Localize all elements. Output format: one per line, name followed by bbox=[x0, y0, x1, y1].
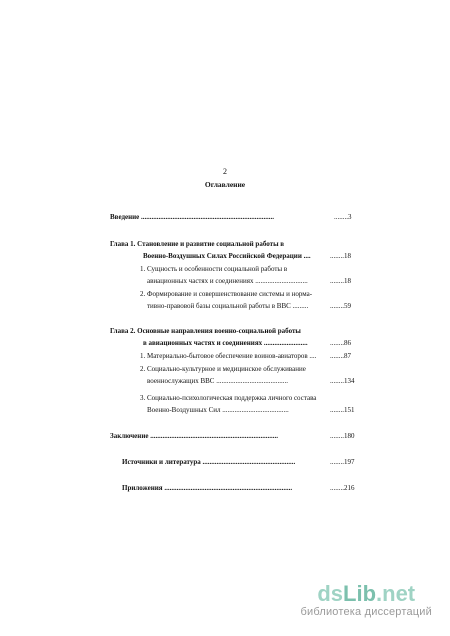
toc-chapter-1-title-line1: Глава 1. Становление и развитие социальной работы в bbox=[110, 240, 285, 248]
dslib-watermark bbox=[300, 583, 432, 618]
dslib-logo: dsLib.net bbox=[317, 581, 416, 606]
toc-section-1-1-page: ........18 bbox=[330, 277, 351, 285]
toc-chapter-2-title-line2: в авиационных частях и соединениях ......................... bbox=[143, 339, 308, 347]
toc-section-2-2-line2: военнослужащих ВВС ......................................... bbox=[147, 377, 288, 385]
toc-chapter-2-page: ........86 bbox=[330, 339, 351, 347]
toc-section-2-1: 1. Материально-бытовое обеспечение воинов-авиаторов .... bbox=[140, 352, 317, 360]
toc-intro-page: ........3 bbox=[334, 213, 352, 221]
toc-appendix: Приложения ......................................................................... bbox=[122, 484, 293, 492]
toc-chapter-2-title-line1: Глава 2. Основные направления военно-социальной работы bbox=[110, 327, 301, 335]
toc-section-1-2-line2: тивно-правовой базы социальной работы в ВВС ......... bbox=[147, 302, 309, 310]
toc-sources: Источники и литература ..................................................... bbox=[122, 458, 296, 466]
toc-section-1-2-page: ........59 bbox=[330, 302, 351, 310]
toc-section-2-3-page: ........151 bbox=[330, 406, 355, 414]
toc-section-1-1-line2: авиационных частях и соединениях .............................. bbox=[147, 277, 308, 285]
toc-section-2-3-line1: 3. Социально-психологическая поддержка личного состава bbox=[140, 394, 317, 402]
toc-section-1-1-line1: 1. Сущность и особенности социальной работы в bbox=[140, 265, 288, 273]
toc-section-2-3-line2: Военно-Воздушных Сил ...................................... bbox=[147, 406, 289, 414]
toc-intro: Введение ............................................................................ bbox=[110, 213, 275, 221]
page-number: 2 bbox=[223, 167, 227, 176]
toc-section-2-2-line1: 2. Социально-культурное и медицинское обслуживание bbox=[140, 365, 306, 373]
toc-section-2-1-page: ........87 bbox=[330, 352, 351, 360]
toc-chapter-1-page: ........18 bbox=[330, 252, 351, 260]
toc-heading: Оглавление bbox=[204, 180, 246, 189]
toc-appendix-page: ........216 bbox=[330, 484, 355, 492]
toc-conclusion: Заключение ......................................................................... bbox=[110, 432, 278, 440]
toc-section-1-2-line1: 2. Формирование и совершенствование системы и норма- bbox=[140, 290, 313, 298]
toc-section-2-2-page: ........134 bbox=[330, 377, 355, 385]
toc-sources-page: ........197 bbox=[330, 458, 355, 466]
dslib-subtitle: библиотека диссертаций bbox=[300, 606, 432, 618]
toc-conclusion-page: ........180 bbox=[330, 432, 355, 440]
toc-chapter-1-title-line2: Военно-Воздушных Силах Российской Федерации .... bbox=[143, 252, 311, 260]
